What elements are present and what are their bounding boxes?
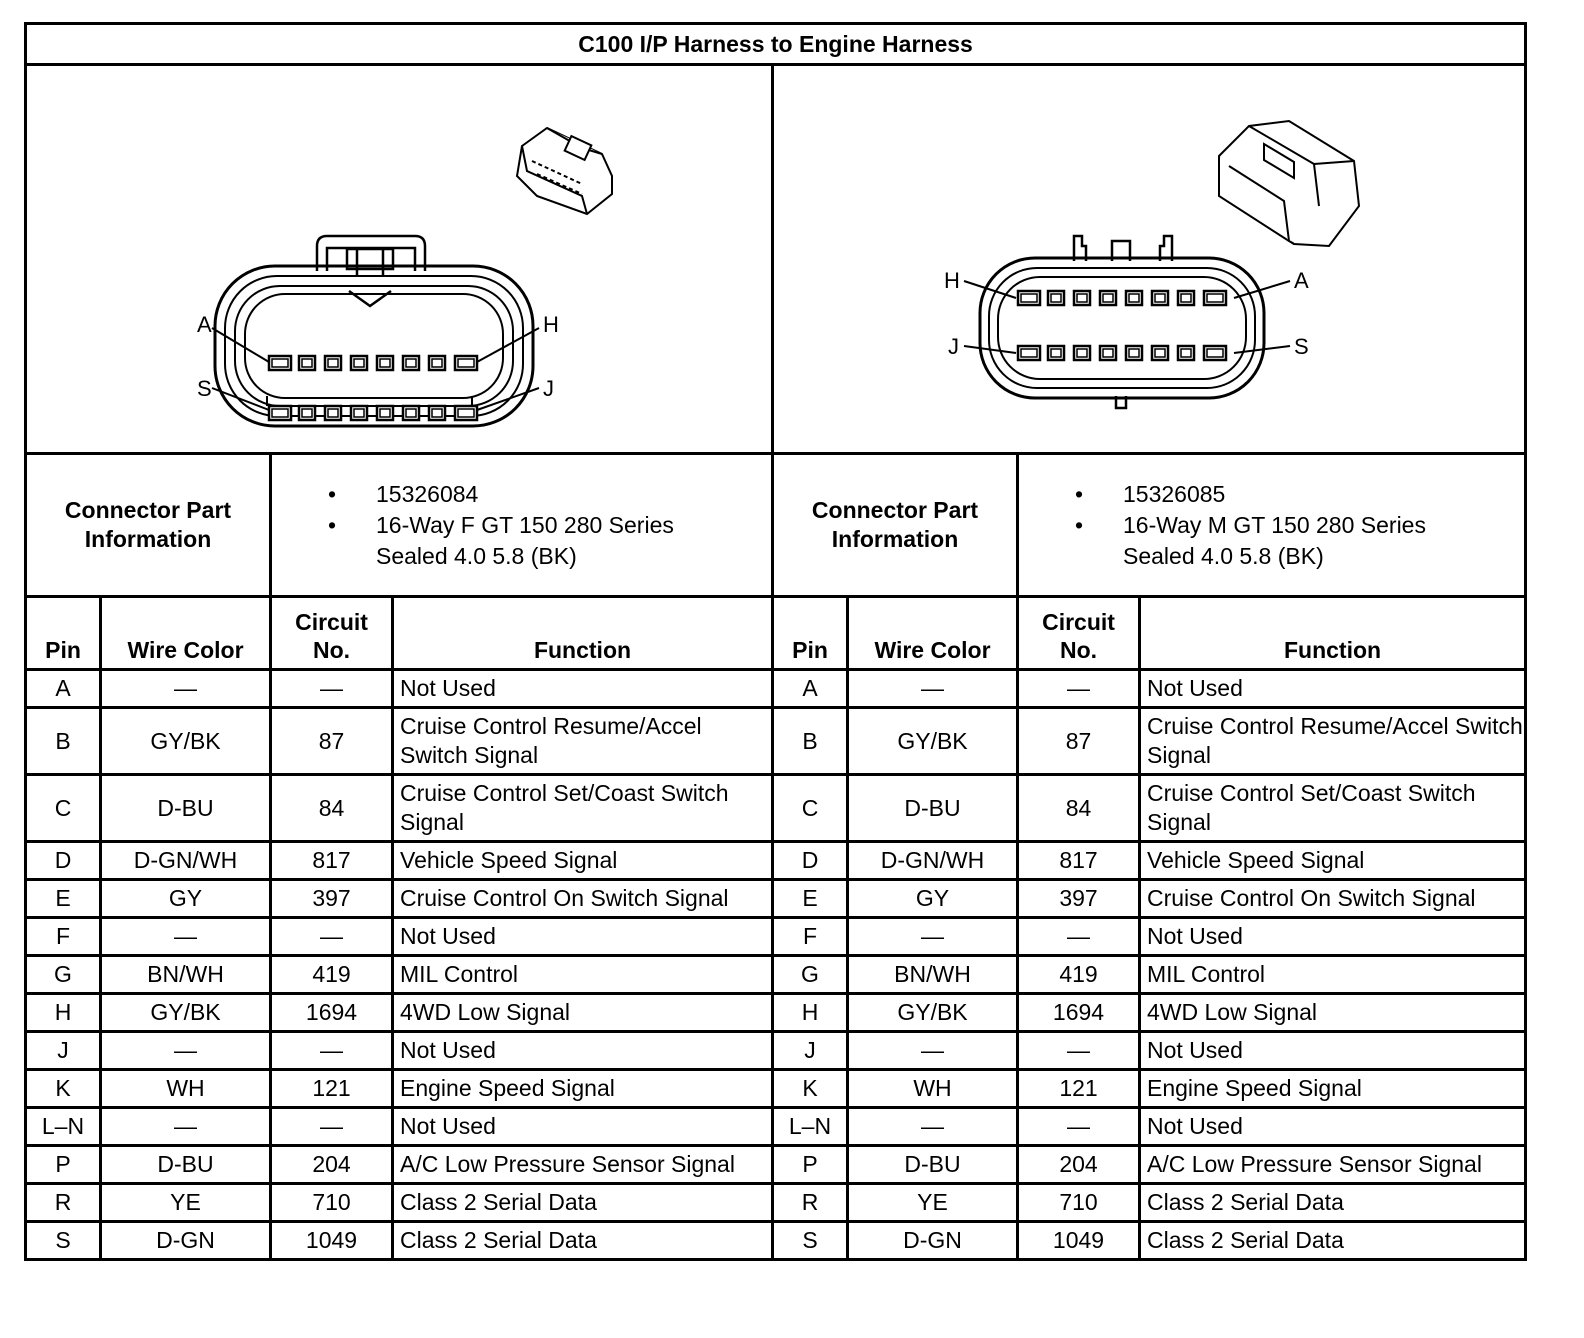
function-cell: MIL Control xyxy=(393,956,773,994)
wire-color-cell: GY/BK xyxy=(848,708,1018,775)
circuit-cell: — xyxy=(1018,1108,1140,1146)
table-row xyxy=(26,1184,1526,1222)
circuit-cell: 87 xyxy=(1018,708,1140,775)
circuit-cell: — xyxy=(1018,670,1140,708)
pin-cell: S xyxy=(773,1222,848,1260)
function-cell: 4WD Low Signal xyxy=(1140,994,1526,1032)
circuit-cell: 84 xyxy=(271,775,393,842)
table-row xyxy=(26,1070,1526,1108)
female-pin-label-bottom-left: S xyxy=(197,376,212,401)
function-cell: Cruise Control On Switch Signal xyxy=(1140,880,1526,918)
pin-cell: K xyxy=(26,1070,101,1108)
table-row xyxy=(26,880,1526,918)
connector-table xyxy=(24,22,1527,1261)
male-pin-label-bottom-left: J xyxy=(948,334,959,359)
right-part-info-label xyxy=(773,454,1018,597)
wire-color-cell: GY/BK xyxy=(101,994,271,1032)
male-connector-keys xyxy=(1074,236,1172,408)
pin-cell: C xyxy=(26,775,101,842)
header-circuit: Circuit No. xyxy=(271,597,393,670)
circuit-cell: 1694 xyxy=(271,994,393,1032)
pin-cell: C xyxy=(773,775,848,842)
female-bottom-row-terminals xyxy=(269,406,477,420)
header-wire-color: Wire Color xyxy=(848,597,1018,670)
left-part-number: • 15326084 xyxy=(328,480,479,507)
left-part-info-label-line2: Information xyxy=(84,526,212,552)
female-connector-latch xyxy=(317,236,425,306)
male-connector-face-view xyxy=(774,66,1524,452)
header-function: Function xyxy=(393,597,773,670)
function-cell: Cruise Control Resume/Accel Switch Signal xyxy=(1140,708,1526,775)
circuit-cell: — xyxy=(1018,1032,1140,1070)
pin-cell: A xyxy=(773,670,848,708)
right-part-number: • 15326085 xyxy=(1075,480,1226,507)
right-part-info-label-line1: Connector Part xyxy=(811,497,979,523)
wire-color-cell: BN/WH xyxy=(101,956,271,994)
circuit-cell: 419 xyxy=(271,956,393,994)
table-row xyxy=(26,775,1526,842)
function-cell: Not Used xyxy=(393,1108,773,1146)
function-cell: Class 2 Serial Data xyxy=(393,1222,773,1260)
wire-color-cell: WH xyxy=(848,1070,1018,1108)
wire-color-cell: D-BU xyxy=(848,775,1018,842)
right-part-description: • 16-Way M GT 150 280 Series Sealed 4.0 5.8 (BK) xyxy=(1075,511,1426,569)
table-row xyxy=(26,1108,1526,1146)
wire-color-cell: BN/WH xyxy=(848,956,1018,994)
left-part-info-label xyxy=(26,454,271,597)
function-cell: Engine Speed Signal xyxy=(1140,1070,1526,1108)
circuit-cell: 121 xyxy=(1018,1070,1140,1108)
circuit-cell: — xyxy=(1018,918,1140,956)
pin-cell: F xyxy=(773,918,848,956)
function-cell: Cruise Control Resume/Accel Switch Signal xyxy=(393,708,773,775)
left-part-description: • 16-Way F GT 150 280 Series Sealed 4.0 5.8 (BK) xyxy=(328,511,674,569)
table-row xyxy=(26,918,1526,956)
wire-color-cell: YE xyxy=(101,1184,271,1222)
function-cell: A/C Low Pressure Sensor Signal xyxy=(393,1146,773,1184)
male-pin-label-top-left: H xyxy=(944,268,960,293)
function-cell: Not Used xyxy=(393,1032,773,1070)
wire-color-cell: GY xyxy=(848,880,1018,918)
function-cell: Cruise Control Set/Coast Switch Signal xyxy=(1140,775,1526,842)
right-part-info-label-line2: Information xyxy=(831,526,959,552)
pin-cell: J xyxy=(26,1032,101,1070)
header-pin: Pin xyxy=(773,597,848,670)
circuit-cell: 1049 xyxy=(271,1222,393,1260)
pin-cell: B xyxy=(773,708,848,775)
female-top-row-terminals xyxy=(269,356,477,370)
function-cell: Engine Speed Signal xyxy=(393,1070,773,1108)
function-cell: Cruise Control Set/Coast Switch Signal xyxy=(393,775,773,842)
function-cell: A/C Low Pressure Sensor Signal xyxy=(1140,1146,1526,1184)
left-part-info xyxy=(271,454,773,597)
pin-cell: K xyxy=(773,1070,848,1108)
table-row xyxy=(26,670,1526,708)
circuit-cell: 817 xyxy=(271,842,393,880)
pin-cell: L–N xyxy=(26,1108,101,1146)
function-cell: Not Used xyxy=(1140,918,1526,956)
right-part-info xyxy=(1018,454,1526,597)
female-pin-label-bottom-right: J xyxy=(543,376,554,401)
function-cell: Vehicle Speed Signal xyxy=(393,842,773,880)
circuit-cell: — xyxy=(271,918,393,956)
male-pin-label-top-right: A xyxy=(1294,268,1309,293)
function-cell: MIL Control xyxy=(1140,956,1526,994)
header-function: Function xyxy=(1140,597,1526,670)
wire-color-cell: — xyxy=(101,670,271,708)
pin-cell: E xyxy=(773,880,848,918)
table-row xyxy=(26,1146,1526,1184)
circuit-cell: — xyxy=(271,1032,393,1070)
circuit-cell: 419 xyxy=(1018,956,1140,994)
pin-cell: D xyxy=(773,842,848,880)
female-pin-label-top-right: H xyxy=(543,312,559,337)
wire-color-cell: D-BU xyxy=(101,775,271,842)
circuit-cell: — xyxy=(271,1108,393,1146)
pin-cell: B xyxy=(26,708,101,775)
circuit-cell: 204 xyxy=(271,1146,393,1184)
header-pin: Pin xyxy=(26,597,101,670)
table-header-row xyxy=(26,597,1526,670)
wire-color-cell: — xyxy=(101,918,271,956)
circuit-cell: 121 xyxy=(271,1070,393,1108)
wire-color-cell: — xyxy=(101,1032,271,1070)
wire-color-cell: — xyxy=(848,918,1018,956)
circuit-cell: 710 xyxy=(1018,1184,1140,1222)
female-pin-label-top-left: A xyxy=(197,312,212,337)
function-cell: Class 2 Serial Data xyxy=(393,1184,773,1222)
pin-cell: G xyxy=(26,956,101,994)
circuit-cell: — xyxy=(271,670,393,708)
function-cell: Vehicle Speed Signal xyxy=(1140,842,1526,880)
table-row xyxy=(26,1222,1526,1260)
pin-cell: L–N xyxy=(773,1108,848,1146)
wire-color-cell: GY/BK xyxy=(101,708,271,775)
wire-color-cell: GY xyxy=(101,880,271,918)
male-connector-diagram xyxy=(773,65,1526,454)
header-wire-color: Wire Color xyxy=(101,597,271,670)
pin-cell: G xyxy=(773,956,848,994)
female-connector-housing xyxy=(215,266,533,426)
wire-color-cell: GY/BK xyxy=(848,994,1018,1032)
table-row xyxy=(26,842,1526,880)
table-row xyxy=(26,994,1526,1032)
female-connector-diagram xyxy=(26,65,773,454)
table-row xyxy=(26,708,1526,775)
wire-color-cell: D-BU xyxy=(101,1146,271,1184)
function-cell: Not Used xyxy=(1140,1108,1526,1146)
pin-cell: P xyxy=(773,1146,848,1184)
function-cell: Class 2 Serial Data xyxy=(1140,1222,1526,1260)
function-cell: Not Used xyxy=(1140,670,1526,708)
function-cell: Not Used xyxy=(393,670,773,708)
table-row xyxy=(26,956,1526,994)
circuit-cell: 1694 xyxy=(1018,994,1140,1032)
left-part-info-label-line1: Connector Part xyxy=(64,497,232,523)
wire-color-cell: D-GN xyxy=(848,1222,1018,1260)
wire-color-cell: D-GN xyxy=(101,1222,271,1260)
circuit-cell: 817 xyxy=(1018,842,1140,880)
pin-cell: R xyxy=(26,1184,101,1222)
function-cell: Not Used xyxy=(393,918,773,956)
pin-cell: S xyxy=(26,1222,101,1260)
male-connector-3d-icon xyxy=(1219,121,1359,246)
circuit-cell: 1049 xyxy=(1018,1222,1140,1260)
function-cell: Not Used xyxy=(1140,1032,1526,1070)
wire-color-cell: — xyxy=(848,670,1018,708)
female-connector-3d-icon xyxy=(517,128,612,214)
pin-cell: J xyxy=(773,1032,848,1070)
pin-cell: D xyxy=(26,842,101,880)
circuit-cell: 87 xyxy=(271,708,393,775)
pin-cell: H xyxy=(26,994,101,1032)
female-connector-face-view xyxy=(27,66,771,452)
pin-cell: F xyxy=(26,918,101,956)
function-cell: Cruise Control On Switch Signal xyxy=(393,880,773,918)
circuit-cell: 204 xyxy=(1018,1146,1140,1184)
circuit-cell: 397 xyxy=(1018,880,1140,918)
wire-color-cell: D-GN/WH xyxy=(848,842,1018,880)
header-circuit: Circuit No. xyxy=(1018,597,1140,670)
male-top-row-terminals xyxy=(1018,291,1226,305)
wire-color-cell: — xyxy=(101,1108,271,1146)
wire-color-cell: YE xyxy=(848,1184,1018,1222)
pin-cell: P xyxy=(26,1146,101,1184)
wire-color-cell: D-BU xyxy=(848,1146,1018,1184)
pin-cell: E xyxy=(26,880,101,918)
wire-color-cell: — xyxy=(848,1032,1018,1070)
male-connector-housing xyxy=(980,258,1264,398)
page-title: C100 I/P Harness to Engine Harness xyxy=(26,24,1526,65)
male-pin-label-bottom-right: S xyxy=(1294,334,1309,359)
circuit-cell: 710 xyxy=(271,1184,393,1222)
function-cell: 4WD Low Signal xyxy=(393,994,773,1032)
pin-cell: A xyxy=(26,670,101,708)
circuit-cell: 397 xyxy=(271,880,393,918)
function-cell: Class 2 Serial Data xyxy=(1140,1184,1526,1222)
wire-color-cell: D-GN/WH xyxy=(101,842,271,880)
wire-color-cell: — xyxy=(848,1108,1018,1146)
pin-cell: R xyxy=(773,1184,848,1222)
male-bottom-row-terminals xyxy=(1018,346,1226,360)
table-row xyxy=(26,1032,1526,1070)
pin-cell: H xyxy=(773,994,848,1032)
circuit-cell: 84 xyxy=(1018,775,1140,842)
wire-color-cell: WH xyxy=(101,1070,271,1108)
document xyxy=(24,22,1524,1261)
